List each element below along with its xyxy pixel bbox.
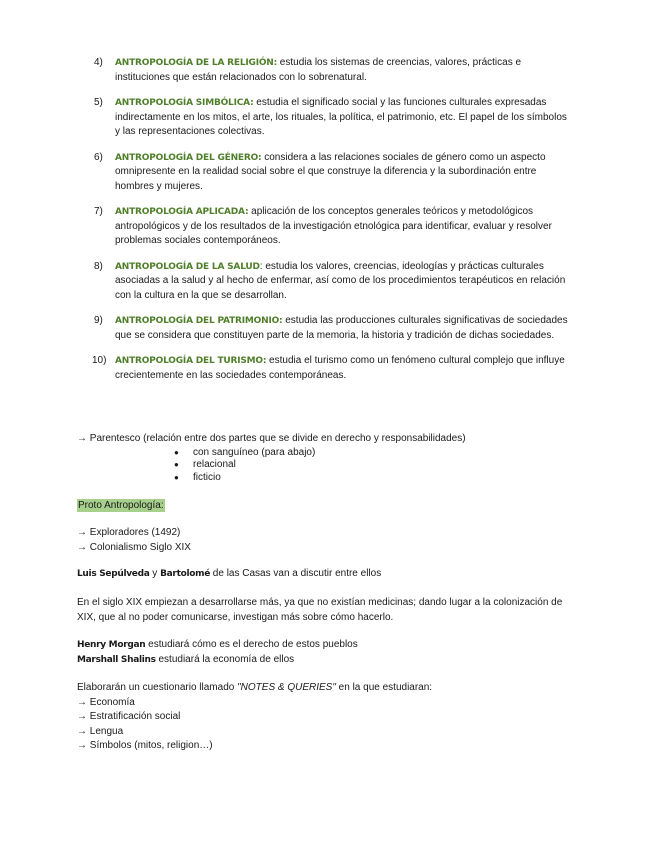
questionnaire-intro bbox=[77, 681, 577, 696]
scholar-line bbox=[77, 638, 577, 653]
branch-term: ANTROPOLOGÍA APLICADA: bbox=[115, 207, 249, 217]
scholar-desc: estudiará cómo es el derecho de estos pueblos bbox=[145, 639, 358, 650]
item-number: 4) bbox=[94, 57, 103, 68]
branch-term: ANTROPOLOGÍA DE LA RELIGIÓN: bbox=[115, 58, 278, 68]
branch-description: : estudia los valores, creencias, ideologías y prácticas culturales asociadas a la salud y al hecho de enfermar, así como de los procedimientos terapéuticos en relación con la cultura en la que se desarrollan. bbox=[115, 260, 566, 301]
list-item: ● con sanguíneo (para abajo) bbox=[77, 447, 577, 460]
person-name: Luis Sepúlveda bbox=[77, 569, 150, 579]
scholars-section bbox=[77, 638, 577, 667]
list-item bbox=[94, 314, 574, 343]
list-item: → Colonialismo Siglo XIX bbox=[77, 541, 191, 553]
connector-text: y bbox=[149, 568, 161, 579]
proto-heading: Proto Antropología: bbox=[78, 500, 164, 511]
casas-line bbox=[77, 567, 577, 582]
proto-section bbox=[77, 499, 577, 514]
item-number: 9) bbox=[94, 315, 103, 326]
branch-term: ANTROPOLOGÍA DE LA SALUD bbox=[115, 261, 260, 272]
list-item: ● ficticio bbox=[77, 472, 577, 485]
intro-text: Elaborarán un cuestionario llamado bbox=[77, 682, 238, 693]
item-number: 7) bbox=[94, 206, 103, 217]
casas-rest: de las Casas van a discutir entre ellos bbox=[210, 568, 382, 579]
branch-term: ANTROPOLOGÍA DEL TURISMO: bbox=[115, 356, 267, 366]
branch-term: ANTROPOLOGÍA SIMBÓLICA: bbox=[115, 98, 254, 108]
list-item: → Exploradores (1492) bbox=[77, 527, 181, 538]
scholar-desc: estudiará la economía de ellos bbox=[155, 653, 295, 665]
list-item bbox=[94, 56, 574, 85]
parentesco-section bbox=[77, 432, 577, 484]
proto-lines bbox=[77, 526, 577, 555]
list-item: → Símbolos (mitos, religion…) bbox=[77, 740, 213, 751]
item-number: 10) bbox=[92, 355, 107, 366]
branch-description: estudia las producciones culturales significativas de sociedades que se considera que constituyen parte de la memoria, la historia y tradición de dichas sociedades. bbox=[115, 315, 568, 341]
list-item bbox=[94, 96, 574, 140]
item-number: 6) bbox=[94, 151, 103, 163]
item-number: 5) bbox=[94, 97, 103, 108]
branch-term: ANTROPOLOGÍA DEL PATRIMONIO: bbox=[115, 316, 283, 326]
branch-description: considera a las relaciones sociales de género como un aspecto omnipresente en la realidad social sobre el que construye la diferencia y la subordinación entre hombres y mujeres. bbox=[115, 151, 546, 192]
person-name: Henry Morgan bbox=[77, 640, 146, 650]
list-item: → Estratificación social bbox=[77, 711, 181, 722]
item-number: 8) bbox=[94, 260, 103, 272]
branch-description: estudia los sistemas de creencias, valores, prácticas e instituciones que están relacionados con lo sobrenatural. bbox=[115, 57, 522, 83]
parentesco-line: → Parentesco (relación entre dos partes que se divide en derecho y responsabilidades) bbox=[77, 433, 466, 444]
branch-term: ANTROPOLOGÍA DEL GÉNERO: bbox=[115, 152, 262, 163]
list-item bbox=[94, 260, 574, 304]
list-item: ● relacional bbox=[77, 459, 577, 472]
list-item bbox=[94, 354, 574, 383]
branch-description: estudia el turismo como un fenómeno cultural complejo que influye crecientemente en las sociedades contemporáneas. bbox=[115, 355, 565, 381]
list-item: → Lengua bbox=[77, 725, 124, 737]
list-item: → Economía bbox=[77, 696, 135, 708]
siglo-paragraph bbox=[77, 596, 577, 625]
branch-list bbox=[94, 56, 574, 394]
questionnaire-title: "NOTES & QUERIES" bbox=[237, 682, 336, 693]
list-item bbox=[94, 205, 574, 249]
person-name: Marshall Shalins bbox=[77, 654, 156, 665]
intro-text: en la que estudiaran: bbox=[335, 682, 433, 693]
scholar-line bbox=[77, 653, 577, 668]
list-item bbox=[94, 151, 574, 195]
branch-description: estudia el significado social y las funciones culturales expresadas indirectamente en los mitos, el arte, los rituales, la política, el patrimonio, etc. El papel de los símbolos y las representaciones colectivas. bbox=[115, 97, 567, 137]
person-name: Bartolomé bbox=[160, 569, 211, 579]
branch-description: aplicación de los conceptos generales teóricos y metodológicos antropológicos y de los resultados de la investigación etnológica para identificar, evaluar y resolver problemas sociales contemporáneos. bbox=[115, 206, 552, 246]
questionnaire-section bbox=[77, 681, 577, 754]
paragraph-text: En el siglo XIX empiezan a desarrollarse más, ya que no existían medicinas; dando lugar a la colonización de XIX, que al no poder comunicarse, investigan más sobre cómo hacerlo. bbox=[77, 597, 563, 623]
parentesco-bullets bbox=[77, 447, 577, 485]
